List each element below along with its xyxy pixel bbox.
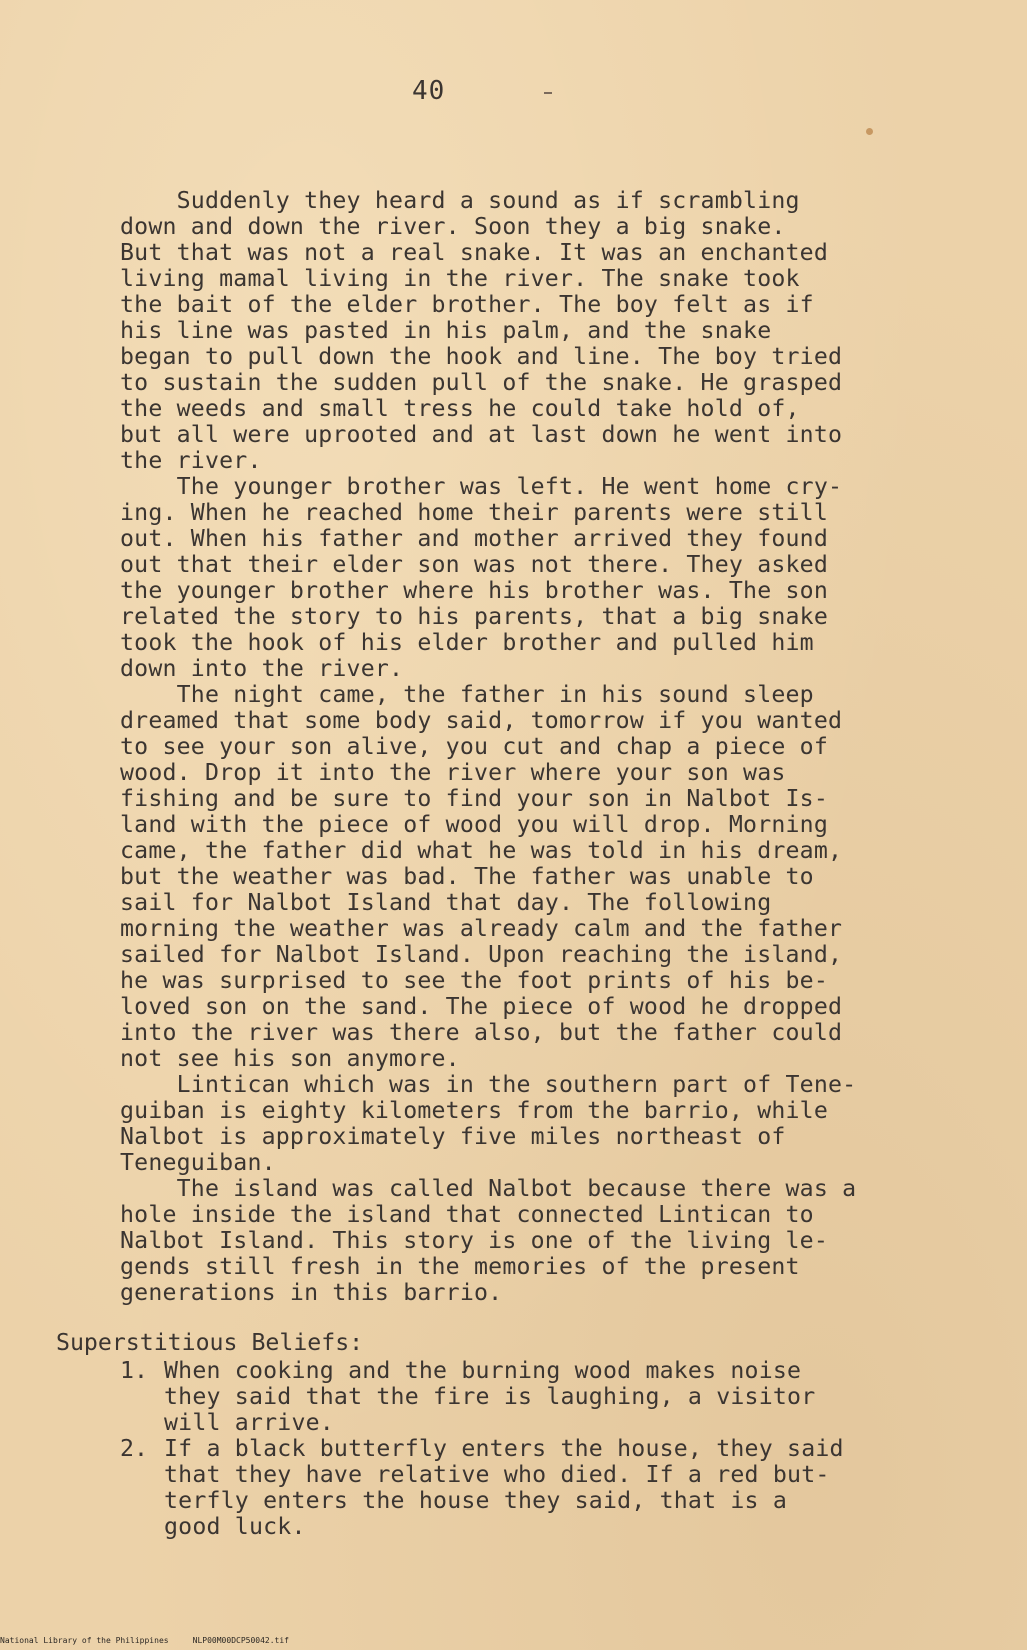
text-line: But that was not a real snake. It was an enchanted (120, 239, 829, 266)
text-line: related the story to his parents, that a big snake (120, 603, 829, 630)
text-line: the weeds and small tress he could take hold of, (120, 395, 800, 422)
beliefs-list (120, 1358, 844, 1540)
text-line: the younger brother where his brother was. The son (120, 577, 829, 604)
text-line: ing. When he reached home their parents were still (120, 499, 829, 526)
text-line: Lintican which was in the southern part of Tene- (120, 1071, 857, 1098)
ink-mark (544, 92, 552, 94)
paragraph-2 (120, 474, 842, 682)
text-line: began to pull down the hook and line. The boy tried (120, 343, 843, 370)
text-line: took the hook of his elder brother and pulled him (120, 629, 814, 656)
text-line: morning the weather was already calm and the father (120, 915, 843, 942)
text-line: down and down the river. Soon they a big snake. (120, 213, 786, 240)
text-line: Nalbot Island. This story is one of the living le- (120, 1227, 829, 1254)
text-line: fishing and be sure to find your son in Nalbot Is- (120, 785, 829, 812)
text-line: When cooking and the burning wood makes noise (164, 1357, 802, 1384)
text-line: guiban is eighty kilometers from the barrio, while (120, 1097, 829, 1124)
paragraph-1 (120, 188, 842, 474)
text-line: will arrive. (164, 1409, 334, 1436)
paragraph-5 (120, 1176, 856, 1306)
text-line: gends still fresh in the memories of the present (120, 1253, 800, 1280)
paper-speck (866, 128, 873, 135)
text-line: hole inside the island that connected Lintican to (120, 1201, 814, 1228)
text-line: Teneguiban. (120, 1149, 276, 1176)
text-line: to sustain the sudden pull of the snake. He grasped (120, 369, 843, 396)
text-line: to see your son alive, you cut and chap a piece of (120, 733, 829, 760)
paragraph-4 (120, 1072, 856, 1176)
text-line: land with the piece of wood you will drop. Morning (120, 811, 829, 838)
text-line: not see his son anymore. (120, 1045, 460, 1072)
text-line: The night came, the father in his sound sleep (120, 681, 814, 708)
text-line: the bait of the elder brother. The boy felt as if (120, 291, 814, 318)
section-heading: Superstitious Beliefs: (56, 1329, 364, 1356)
text-line: generations in this barrio. (120, 1279, 503, 1306)
text-line: but all were uprooted and at last down he went into (120, 421, 843, 448)
text-line: out. When his father and mother arrived they found (120, 525, 829, 552)
text-line: but the weather was bad. The father was unable to (120, 863, 814, 890)
text-line: into the river was there also, but the father could (120, 1019, 843, 1046)
text-line: wood. Drop it into the river where your son was (120, 759, 786, 786)
text-line: that they have relative who died. If a red but- (164, 1461, 830, 1488)
text-line: sail for Nalbot Island that day. The following (120, 889, 772, 916)
text-line: The younger brother was left. He went home cry- (120, 473, 843, 500)
text-line: came, the father did what he was told in his dream, (120, 837, 843, 864)
text-line: If a black butterfly enters the house, they said (164, 1435, 844, 1462)
list-item (120, 1358, 844, 1436)
text-line: sailed for Nalbot Island. Upon reaching the island, (120, 941, 843, 968)
list-item (120, 1436, 844, 1540)
scan-footer: National Library of the Philippines NLP00M00DCP50042.tif (0, 1636, 289, 1645)
text-line: Suddenly they heard a sound as if scrambling (120, 187, 800, 214)
text-line: out that their elder son was not there. They asked (120, 551, 829, 578)
text-line: down into the river. (120, 655, 404, 682)
text-line: good luck. (164, 1513, 306, 1540)
item-number: 2. (120, 1435, 148, 1462)
paragraph-3 (120, 682, 842, 1072)
text-line: terfly enters the house they said, that is a (164, 1487, 788, 1514)
text-line: they said that the fire is laughing, a visitor (164, 1383, 816, 1410)
text-line: the river. (120, 447, 262, 474)
text-line: The island was called Nalbot because there was a (120, 1175, 857, 1202)
text-line: he was surprised to see the foot prints of his be- (120, 967, 829, 994)
page-number: 40 (412, 76, 446, 106)
text-line: Nalbot is approximately five miles northeast of (120, 1123, 786, 1150)
item-number: 1. (120, 1357, 148, 1384)
text-line: living mamal living in the river. The snake took (120, 265, 800, 292)
text-line: dreamed that some body said, tomorrow if you wanted (120, 707, 843, 734)
text-line: loved son on the sand. The piece of wood he dropped (120, 993, 843, 1020)
text-line: his line was pasted in his palm, and the snake (120, 317, 772, 344)
